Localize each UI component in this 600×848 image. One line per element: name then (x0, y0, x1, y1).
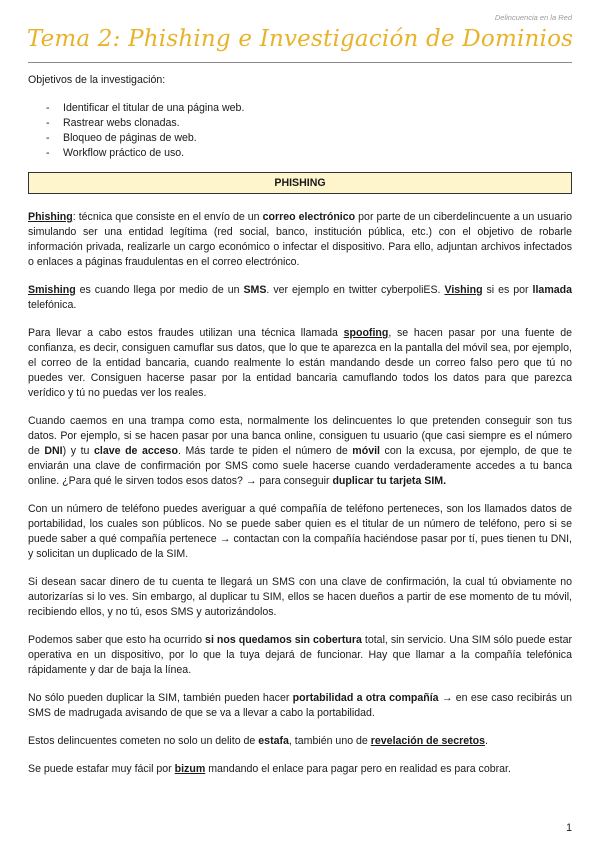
bold-text: móvil (352, 445, 380, 457)
list-item-text: Workflow práctico de uso. (63, 147, 185, 159)
objectives-list (28, 101, 572, 161)
term-vishing: Vishing (444, 284, 483, 296)
bullet-dash: - (46, 147, 50, 159)
text: con la excusa, por ejemplo, de que te enviarán una clave de confirmación por SMS como suele hacerse cuando verdaderamente accedes a tu banca online. ¿Para qué le sirven todos esos datos? → para conseguir (28, 445, 572, 487)
text: si es por (482, 284, 533, 296)
objectives-intro: Objetivos de la investigación: (28, 74, 166, 86)
bold-text: duplicar tu tarjeta SIM. (332, 475, 447, 487)
text: , se hacen pasar por una fuente de confianza, es decir, consiguen camuflar sus datos, que lo que te aparezca en la pantalla del móvil sea, por ejemplo, el correo de la entidad bancaria, cuando realmente lo están mandando desde un correo falso pero que tú no puedes ver. Consiguen hacerse pasar por la entidad bancaria camuflando todos los datos para que parezca verídico y tú no puedas ver los reales. (28, 327, 572, 399)
bold-text: correo electrónico (262, 211, 356, 223)
list-item-text: Identificar el titular de una página web. (63, 102, 245, 114)
bullet-dash: - (46, 132, 50, 144)
list-item-text: Rastrear webs clonadas. (63, 117, 180, 129)
text: ) y tu (62, 445, 94, 457)
title-divider (28, 62, 572, 63)
list-item-text: Bloqueo de páginas de web. (63, 132, 197, 144)
text: total, sin servicio. Una SIM sólo puede estar operativa en un dispositivo, por lo que la tuya dejará de funcionar. Hay que llamar a la compañía telefónica rápidamente y dar de baja la línea. (28, 634, 573, 676)
paragraph-portabilidad-compania (28, 691, 572, 721)
paragraph-spoofing (28, 326, 572, 401)
paragraph-smishing (28, 283, 572, 313)
bullet-dash: - (46, 102, 50, 114)
text: . Más tarde te piden el número de (177, 445, 353, 457)
page-title: Tema 2: Phishing e Investigación de Dominios (26, 26, 574, 52)
term-spoofing: spoofing (343, 327, 389, 339)
list-item (28, 146, 572, 161)
text: . (485, 735, 488, 747)
paragraph-sms: Si desean sacar dinero de tu cuenta te llegará un SMS con una clave de confirmación, la cual tú obviamente no autorizarías si lo ves. Sin embargo, al duplicar tu SIM, ellos se hacen dueños a partir de ese momento de tu móvil, recibiendo ellos, y no tú, esos SMS y autorizándolos. (28, 576, 572, 618)
term-bizum: bizum (174, 763, 206, 775)
term-phishing: Phishing (28, 211, 73, 223)
bullet-dash: - (46, 117, 50, 129)
running-header: Delincuencia en la Red (494, 13, 572, 22)
paragraph-delitos (28, 734, 572, 749)
list-item (28, 116, 572, 131)
bold-text: SMS (243, 284, 267, 296)
text: Podemos saber que esto ha ocurrido (28, 634, 206, 646)
bold-text: si nos quedamos sin cobertura (205, 634, 362, 646)
list-item (28, 131, 572, 146)
bold-text: clave de acceso (93, 445, 178, 457)
text: : técnica que consiste en el envío de un (72, 211, 263, 223)
text: por parte de un ciberdelincuente a un usuario simulando ser una entidad legítima (red social, banco, institución pública, etc.) con el objetivo de robarle información privada, realizarle un cargo económico o infectar el dispositivo. Para ello, adjuntan archivos infectados o enlaces a páginas fraudulentas en el correo electrónico. (28, 211, 572, 268)
term-revelacion-secretos: revelación de secretos (370, 735, 486, 747)
page-number: 1 (566, 822, 572, 834)
text: → en ese caso recibirás un SMS de madrugada avisando de que se va a llevar a cabo la portabilidad. (28, 692, 572, 719)
term-smishing: Smishing (28, 284, 76, 296)
bold-text: portabilidad a otra compañía (292, 692, 439, 704)
text: , también uno de (288, 735, 371, 747)
text: Para llevar a cabo estos fraudes utilizan una técnica llamada (28, 327, 344, 339)
text: mandando el enlace para pagar pero en realidad es para cobrar. (205, 763, 511, 775)
paragraph-phishing (28, 210, 572, 270)
bold-text: llamada (532, 284, 572, 296)
bold-text: DNI (44, 445, 63, 457)
list-item (28, 101, 572, 116)
paragraph-bizum (28, 762, 572, 777)
text: telefónica. (28, 299, 77, 311)
document-body (28, 73, 572, 790)
text: No sólo pueden duplicar la SIM, también pueden hacer (28, 692, 293, 704)
paragraph-cobertura (28, 633, 572, 678)
section-heading-phishing: PHISHING (28, 172, 572, 194)
paragraph-portabilidad: Con un número de teléfono puedes averiguar a qué compañía de teléfono perteneces, son los llamados datos de portabilidad, los cuales son públicos. No se puede saber quien es el titular de un número de teléfono, pero si se puede saber a qué compañía pertenece → contactan con la compañía haciéndose pasar por tí, pues tienen tu DNI, y solicitan un duplicado de la SIM. (28, 503, 572, 560)
text: Se puede estafar muy fácil por (28, 763, 175, 775)
bold-text: estafa (258, 735, 289, 747)
paragraph-datos (28, 414, 572, 489)
text: . ver ejemplo en twitter cyberpoliES. (266, 284, 445, 296)
text: Cuando caemos en una trampa como esta, normalmente los delincuentes lo que pretenden conseguir son tus datos. Por ejemplo, si se hacen pasar por una banca online, consiguen tu usuario (que casi siempre es el número de (28, 415, 572, 457)
text: Estos delincuentes cometen no solo un delito de (28, 735, 259, 747)
text: es cuando llega por medio de un (75, 284, 244, 296)
